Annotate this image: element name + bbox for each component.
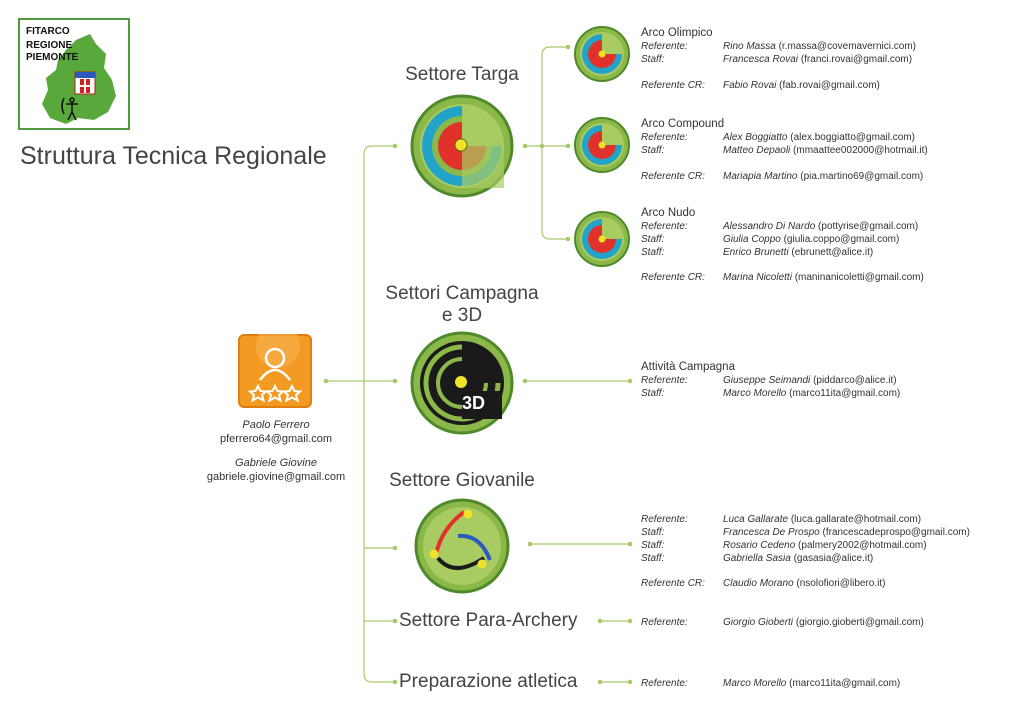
arco-compound-title: Arco Compound bbox=[641, 118, 725, 130]
role-label: Staff: bbox=[641, 540, 665, 551]
person-name: Luca Gallarate bbox=[723, 514, 789, 525]
person-email: (marco11ita@gmail.com) bbox=[789, 678, 901, 689]
giovanile-icon bbox=[414, 498, 510, 594]
person bbox=[723, 271, 924, 284]
campagna-3d-icon bbox=[410, 331, 514, 435]
role-label: Referente CR: bbox=[641, 272, 705, 283]
coordinator-icon bbox=[238, 334, 312, 408]
leader-2-email: gabriele.giovine@gmail.com bbox=[206, 471, 346, 483]
person-email: (r.massa@covemavernici.com) bbox=[778, 41, 916, 52]
person bbox=[723, 40, 916, 53]
role-label: Referente: bbox=[641, 514, 688, 525]
arco-olimpico-title: Arco Olimpico bbox=[641, 27, 713, 39]
person-email: (pia.martino69@gmail.com) bbox=[800, 171, 924, 182]
preparazione-atletica-title: Preparazione atletica bbox=[399, 671, 578, 692]
role-label: Referente: bbox=[641, 617, 688, 628]
person bbox=[723, 233, 899, 246]
person bbox=[723, 144, 928, 157]
person-name: Gabriella Sasia bbox=[723, 553, 791, 564]
leader-1-email: pferrero64@gmail.com bbox=[219, 433, 333, 445]
role-label: Staff: bbox=[641, 527, 665, 538]
settori-campagna-line1: Settori Campagna bbox=[385, 283, 539, 304]
person-email: (mmaattee002000@hotmail.it) bbox=[793, 145, 928, 156]
person-name: Enrico Brunetti bbox=[723, 247, 789, 258]
leader-1-name: Paolo Ferrero bbox=[242, 419, 310, 431]
role-label: Referente: bbox=[641, 41, 688, 52]
role-label: Referente: bbox=[641, 132, 688, 143]
role-label: Staff: bbox=[641, 247, 665, 258]
person bbox=[723, 131, 915, 144]
person-name: Giuseppe Seimandi bbox=[723, 375, 811, 386]
person-name: Francesca Rovai bbox=[723, 54, 799, 65]
role-label: Staff: bbox=[641, 145, 665, 156]
target-icon bbox=[410, 94, 514, 198]
person bbox=[723, 53, 912, 66]
person-email: (pottyrise@gmail.com) bbox=[818, 221, 919, 232]
settore-giovanile-title: Settore Giovanile bbox=[389, 470, 535, 491]
role-label: Staff: bbox=[641, 388, 665, 399]
role-label: Referente: bbox=[641, 221, 688, 232]
arco-compound-icon bbox=[573, 116, 631, 174]
person bbox=[723, 220, 918, 233]
person-name: Claudio Morano bbox=[723, 578, 794, 589]
person bbox=[723, 170, 923, 183]
campagna-3d-badge: 3D bbox=[462, 393, 486, 413]
settori-campagna-line2: e 3D bbox=[441, 305, 483, 326]
person bbox=[723, 79, 880, 92]
person-email: (luca.gallarate@hotmail.com) bbox=[790, 514, 922, 525]
person-email: (piddarco@alice.it) bbox=[813, 375, 897, 386]
person-name: Marina Nicoletti bbox=[723, 272, 792, 283]
person bbox=[723, 387, 900, 400]
arco-nudo-title: Arco Nudo bbox=[641, 207, 696, 219]
leader-2 bbox=[196, 456, 356, 484]
person bbox=[723, 539, 927, 552]
person-email: (francescadeprospo@gmail.com) bbox=[822, 527, 970, 538]
person-name: Giulia Coppo bbox=[723, 234, 781, 245]
settori-campagna-title bbox=[362, 283, 562, 327]
person-name: Mariapia Martino bbox=[723, 171, 798, 182]
logo-line-2: REGIONE bbox=[26, 40, 73, 51]
person bbox=[723, 616, 924, 629]
arco-olimpico-icon bbox=[573, 25, 631, 83]
role-label: Referente CR: bbox=[641, 578, 705, 589]
role-label: Referente CR: bbox=[641, 171, 705, 182]
person-name: Matteo Depaoli bbox=[723, 145, 791, 156]
person-name: Rosario Cedeno bbox=[723, 540, 796, 551]
leader-2-name: Gabriele Giovine bbox=[235, 457, 317, 469]
person bbox=[723, 513, 921, 526]
arco-nudo-icon bbox=[573, 210, 631, 268]
person-email: (palmery2002@hotmail.com) bbox=[798, 540, 927, 551]
settore-targa-title: Settore Targa bbox=[405, 64, 519, 85]
logo-line-3: PIEMONTE bbox=[26, 52, 79, 63]
person-name: Marco Morello bbox=[723, 678, 787, 689]
person-name: Alessandro Di Nardo bbox=[723, 221, 816, 232]
page-title: Struttura Tecnica Regionale bbox=[20, 142, 327, 170]
role-label: Staff: bbox=[641, 234, 665, 245]
person-email: (franci.rovai@gmail.com) bbox=[800, 54, 913, 65]
role-label: Staff: bbox=[641, 553, 665, 564]
person-name: Francesca De Prospo bbox=[723, 527, 820, 538]
person-name: Giorgio Gioberti bbox=[723, 617, 794, 628]
person-email: (ebrunett@alice.it) bbox=[791, 247, 874, 258]
person bbox=[723, 552, 873, 565]
attivita-campagna-title: Attività Campagna bbox=[641, 361, 735, 373]
person-email: (alex.boggiatto@gmail.com) bbox=[790, 132, 915, 143]
role-label: Referente: bbox=[641, 678, 688, 689]
fitarco-logo bbox=[18, 18, 130, 130]
role-label: Staff: bbox=[641, 54, 665, 65]
person-email: (giulia.coppo@gmail.com) bbox=[783, 234, 900, 245]
person-email: (fab.rovai@gmail.com) bbox=[779, 80, 880, 91]
logo-line-1: FITARCO bbox=[26, 26, 70, 37]
person-email: (marco11ita@gmail.com) bbox=[789, 388, 901, 399]
settore-para-title: Settore Para-Archery bbox=[399, 610, 578, 631]
person bbox=[723, 374, 897, 387]
person bbox=[723, 677, 900, 690]
person bbox=[723, 526, 970, 539]
leader-1 bbox=[196, 418, 356, 446]
person-email: (gasasia@alice.it) bbox=[793, 553, 874, 564]
person-email: (maninanicoletti@gmail.com) bbox=[794, 272, 924, 283]
person-email: (nsolofiori@libero.it) bbox=[796, 578, 886, 589]
person-name: Rino Massa bbox=[723, 41, 776, 52]
person-name: Fabio Rovai bbox=[723, 80, 777, 91]
person-email: (giorgio.gioberti@gmail.com) bbox=[795, 617, 924, 628]
person-name: Alex Boggiatto bbox=[723, 132, 788, 143]
person bbox=[723, 246, 873, 259]
role-label: Referente CR: bbox=[641, 80, 705, 91]
role-label: Referente: bbox=[641, 375, 688, 386]
person bbox=[723, 577, 885, 590]
person-name: Marco Morello bbox=[723, 388, 787, 399]
